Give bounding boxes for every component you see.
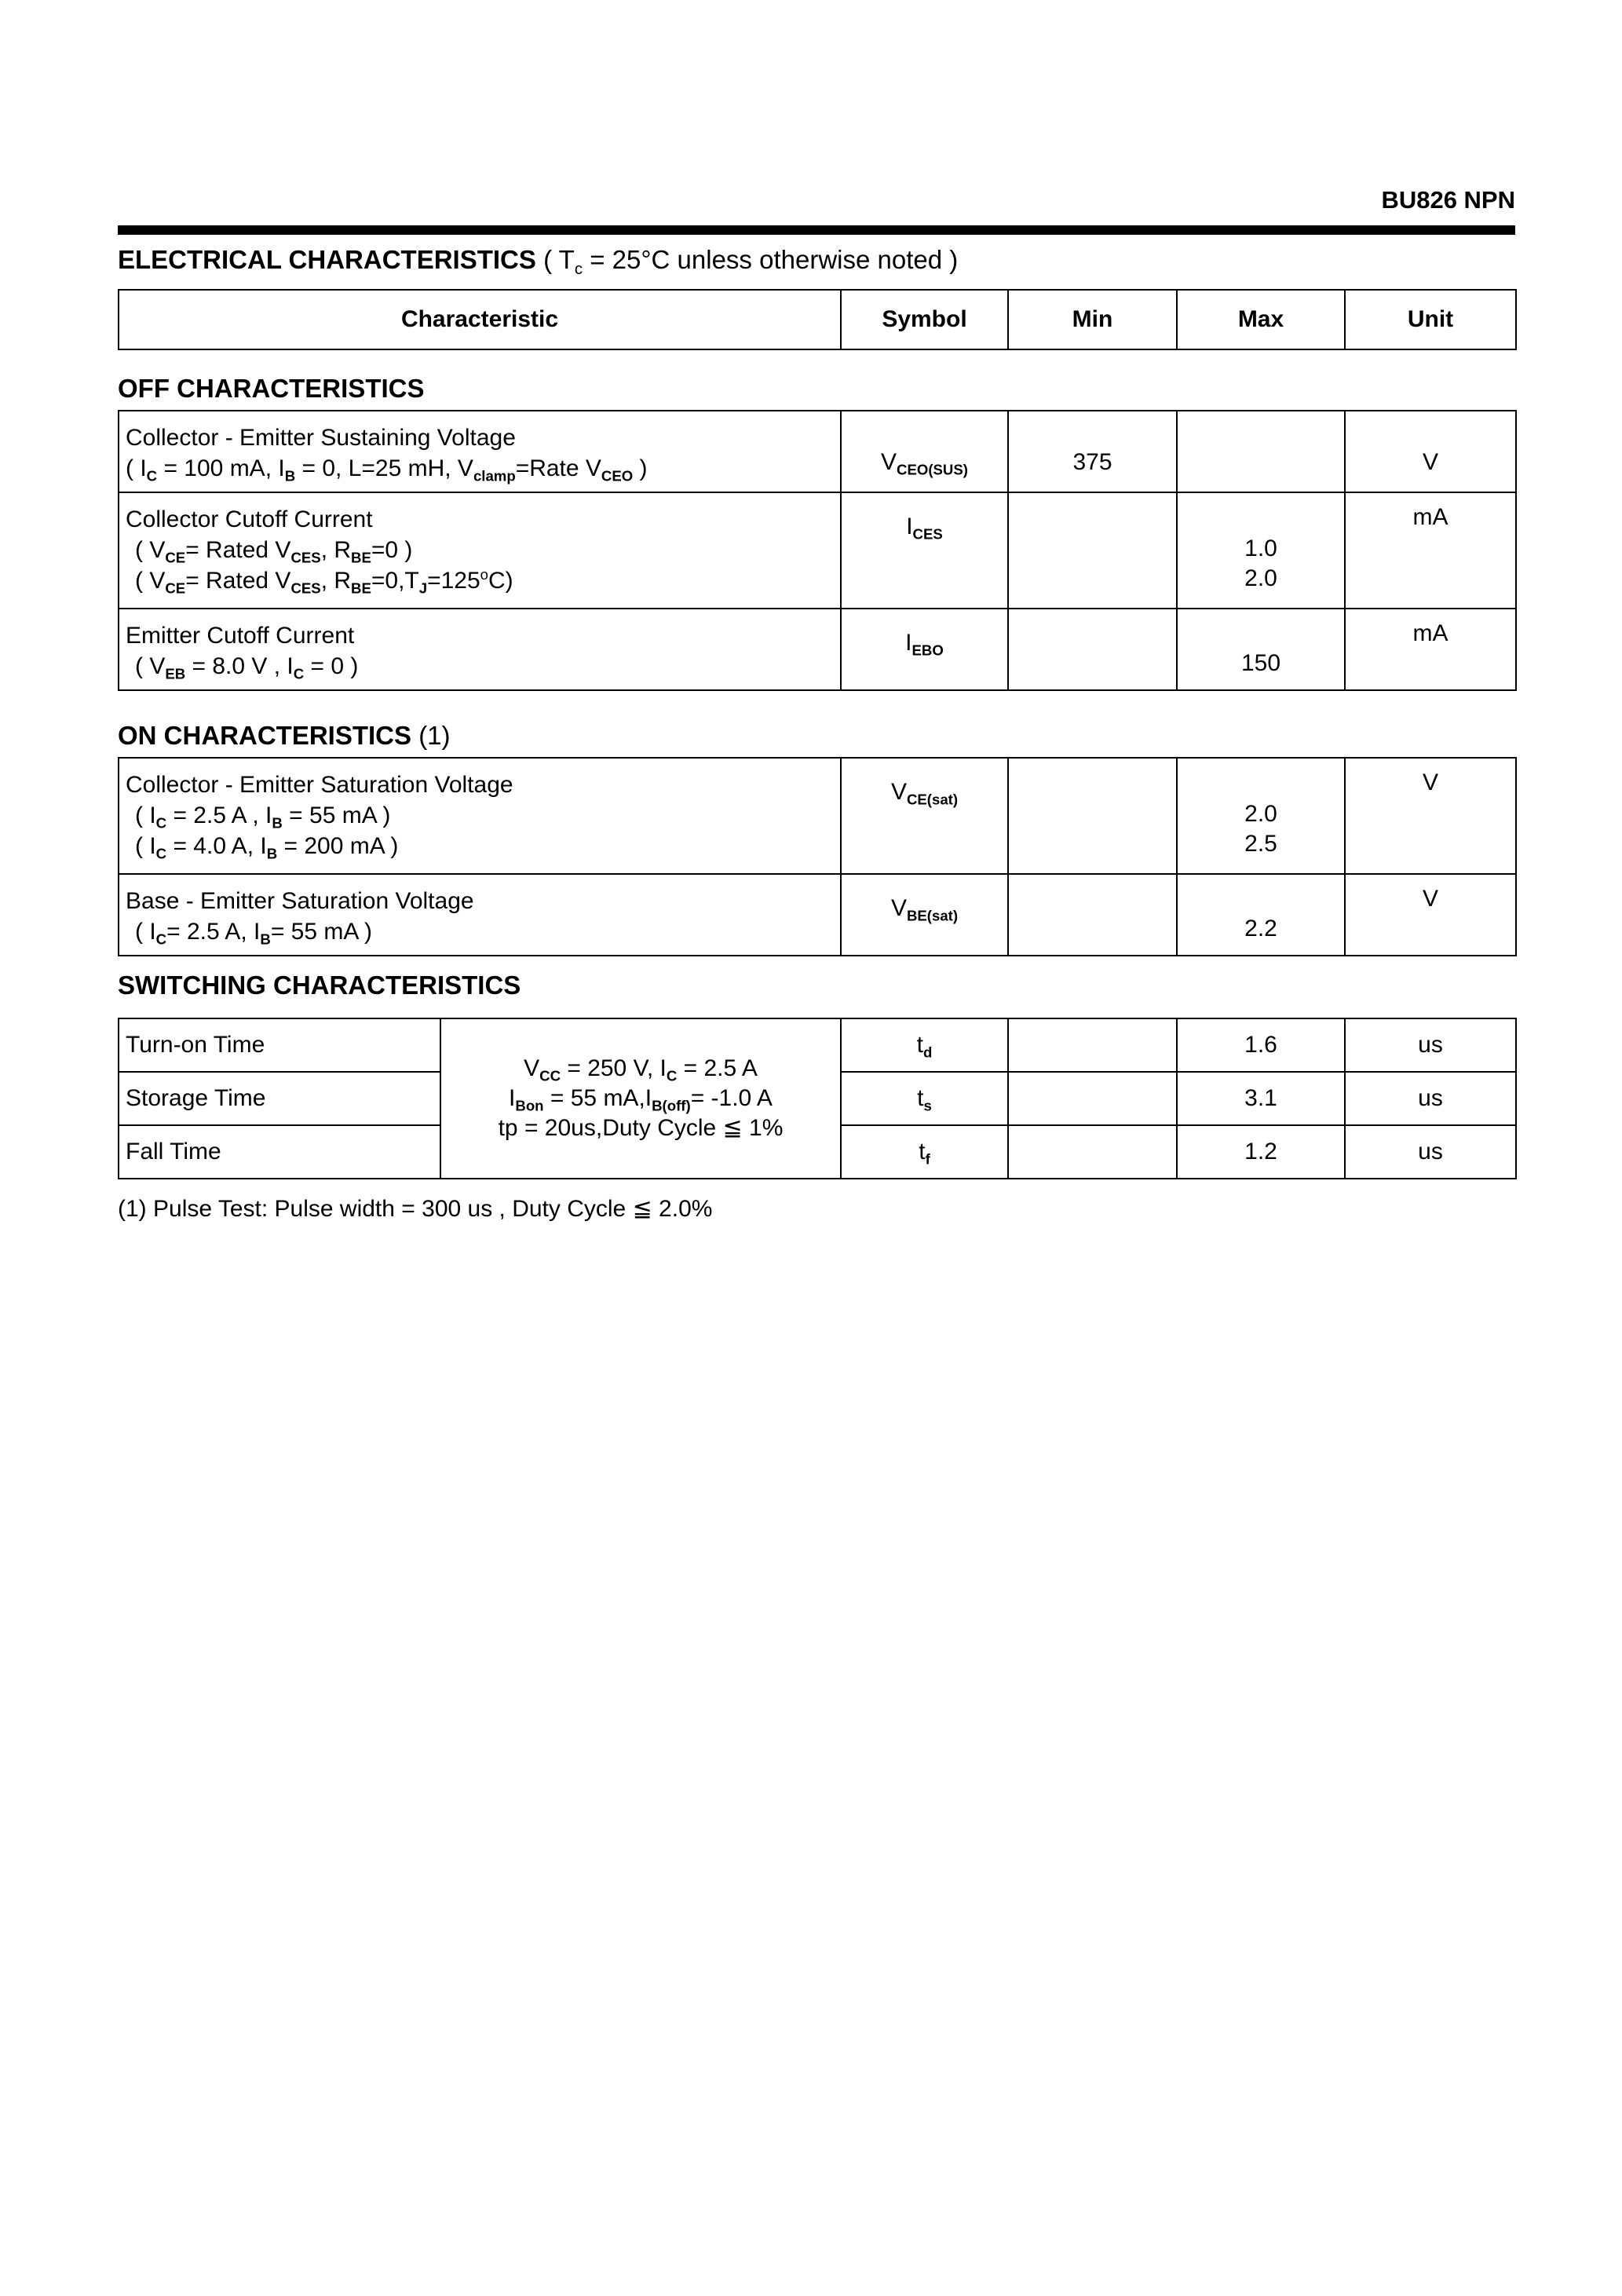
characteristic-cell: Collector Cutoff Current ( $V_{CE}=$ Rated $V_{CES}$, $R_{BE}=0$ ) ( $V_{CE}=$ Rated $V_{CES}$, $R_{BE}=0,T_J=125^oC$) bbox=[119, 492, 841, 609]
unit-cell: us bbox=[1345, 1125, 1516, 1179]
min-cell bbox=[1008, 492, 1177, 609]
col-characteristic: Characteristic bbox=[119, 290, 841, 349]
min-cell bbox=[1008, 1125, 1177, 1179]
table-row bbox=[119, 411, 1516, 492]
characteristic-name: Fall Time bbox=[119, 1125, 440, 1179]
col-max: Max bbox=[1177, 290, 1345, 349]
characteristic-name: Turn-on Time bbox=[119, 1018, 440, 1072]
min-cell bbox=[1008, 758, 1177, 874]
characteristic-name: Collector Cutoff Current bbox=[126, 506, 373, 532]
characteristic-name: Collector - Emitter Sustaining Voltage bbox=[126, 425, 516, 451]
max-cell: 150 bbox=[1177, 609, 1345, 690]
characteristic-name: Emitter Cutoff Current bbox=[126, 623, 355, 649]
characteristic-cell: Base - Emitter Saturation Voltage ( $I_C= 2.5$ A, $I_B= 55$ mA ) bbox=[119, 874, 841, 956]
part-number: BU826 NPN bbox=[1381, 186, 1515, 214]
symbol-cell: $V_{CE(sat)}$ bbox=[841, 758, 1008, 874]
symbol-cell: $V_{BE(sat)}$ bbox=[841, 874, 1008, 956]
unit-cell: us bbox=[1345, 1018, 1516, 1072]
characteristic-name: Base - Emitter Saturation Voltage bbox=[126, 888, 474, 914]
symbol-cell: $V_{CEO(SUS)}$ bbox=[841, 411, 1008, 492]
unit-cell: V bbox=[1345, 411, 1516, 492]
section-title: ELECTRICAL CHARACTERISTICS ( $T_c = 25^\circ C$ unless otherwise noted ) bbox=[118, 245, 959, 279]
min-cell bbox=[1008, 609, 1177, 690]
symbol-cell: $I_{EBO}$ bbox=[841, 609, 1008, 690]
column-header-table bbox=[118, 289, 1517, 350]
table-row bbox=[119, 492, 1516, 609]
max-cell: 2.2 bbox=[1177, 874, 1345, 956]
unit-cell: mA bbox=[1345, 609, 1516, 690]
off-heading: OFF CHARACTERISTICS bbox=[118, 374, 425, 403]
unit-cell: V bbox=[1345, 874, 1516, 956]
min-cell bbox=[1008, 874, 1177, 956]
table-row bbox=[119, 874, 1516, 956]
symbol-cell: $t_f$ bbox=[841, 1125, 1008, 1179]
characteristic-cell: Collector - Emitter Saturation Voltage ( $I_C = 2.5$ A , $I_B = 55$ mA ) ( $I_C = 4.0$ A, $I_B = 200$ mA ) bbox=[119, 758, 841, 874]
table-row bbox=[119, 609, 1516, 690]
characteristic-cell: Collector - Emitter Sustaining Voltage ( $I_C = 100$ mA, $I_B = 0$, L=25 mH, $V_{clamp}=Rate$ $V_{CEO}$ ) bbox=[119, 411, 841, 492]
col-min: Min bbox=[1008, 290, 1177, 349]
unit-cell: us bbox=[1345, 1072, 1516, 1125]
col-symbol: Symbol bbox=[841, 290, 1008, 349]
min-cell bbox=[1008, 1018, 1177, 1072]
switching-table bbox=[118, 1018, 1517, 1179]
table-row bbox=[119, 758, 1516, 874]
min-cell: 375 bbox=[1008, 411, 1177, 492]
unit-cell: V bbox=[1345, 758, 1516, 874]
table-row bbox=[119, 1018, 1516, 1072]
max-cell bbox=[1177, 411, 1345, 492]
off-table bbox=[118, 410, 1517, 691]
characteristic-name: Storage Time bbox=[119, 1072, 440, 1125]
max-cell: 1.0 2.0 bbox=[1177, 492, 1345, 609]
characteristic-name: Collector - Emitter Saturation Voltage bbox=[126, 772, 513, 798]
on-table bbox=[118, 757, 1517, 956]
symbol-cell: $t_s$ bbox=[841, 1072, 1008, 1125]
max-cell: 1.6 bbox=[1177, 1018, 1345, 1072]
symbol-cell: $t_d$ bbox=[841, 1018, 1008, 1072]
max-cell: 3.1 bbox=[1177, 1072, 1345, 1125]
max-cell: 2.0 2.5 bbox=[1177, 758, 1345, 874]
min-cell bbox=[1008, 1072, 1177, 1125]
characteristic-cell: Emitter Cutoff Current ( $V_{EB} = 8.0$ V , $I_C = 0$ ) bbox=[119, 609, 841, 690]
symbol-cell: $I_{CES}$ bbox=[841, 492, 1008, 609]
unit-cell: mA bbox=[1345, 492, 1516, 609]
col-unit: Unit bbox=[1345, 290, 1516, 349]
switching-heading: SWITCHING CHARACTERISTICS bbox=[118, 971, 521, 1000]
header-rule bbox=[118, 225, 1515, 235]
max-cell: 1.2 bbox=[1177, 1125, 1345, 1179]
footnote: (1) Pulse Test: Pulse width = 300 us , Duty Cycle ≦ 2.0% bbox=[118, 1196, 713, 1222]
test-conditions: $V_{CC} = 250$ V, $I_C = 2.5$ A $I_{Bon} = 55$ $mA,I_{B(off)}= -1.0$ A tp = 20us,Duty Cycle ≦ 1% bbox=[440, 1018, 841, 1179]
on-heading: ON CHARACTERISTICS (1) bbox=[118, 721, 451, 750]
